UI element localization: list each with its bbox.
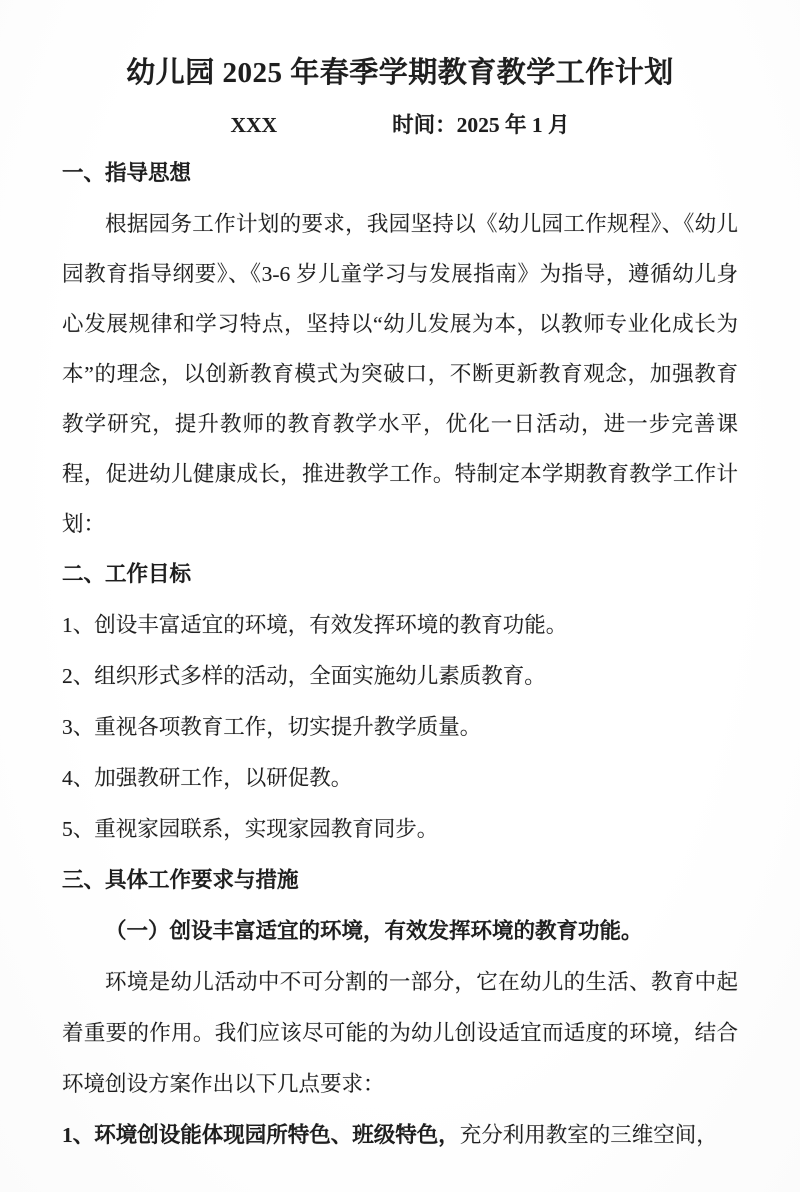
- section-heading-guiding-ideology: 一、指导思想: [62, 161, 192, 185]
- section-heading-requirements-measures: 三、具体工作要求与措施: [62, 868, 299, 892]
- author-placeholder: XXX: [230, 113, 278, 137]
- byline-row: [62, 102, 738, 148]
- document-title: 幼儿园 2025 年春季学期教育教学工作计划: [126, 57, 674, 89]
- goal-item-2: 2、组织形式多样的活动，全面实施幼儿素质教育。: [62, 664, 546, 688]
- section-heading-work-goals: 二、工作目标: [62, 562, 192, 586]
- subsection-heading-environment: （一）创设丰富适宜的环境，有效发挥环境的教育功能。: [105, 919, 643, 943]
- goal-item-3: 3、重视各项教育工作，切实提升教学质量。: [62, 715, 482, 739]
- goal-item-1: 1、创设丰富适宜的环境，有效发挥环境的教育功能。: [62, 613, 568, 637]
- para-guiding-ideology: 根据园务工作计划的要求，我园坚持以《幼儿园工作规程》、《幼儿园教育指导纲要》、《3-6 岁儿童学习与发展指南》为指导，遵循幼儿身心发展规律和学习特点，坚持以“幼儿发展为本，以教师专业化成长为本”的理念，以创新教育模式为突破口，不断更新教育观念，加强教育教学研究，提升教师的教育教学水平，优化一日活动，进一步完善课程，促进幼儿健康成长，推进教学工作。特制定本学期教育教学工作计划：: [62, 212, 738, 536]
- goal-item-4: 4、加强教研工作，以研促教。: [62, 766, 353, 790]
- para-environment: 环境是幼儿活动中不可分割的一部分，它在幼儿的生活、教育中起着重要的作用。我们应该尽可能的为幼儿创设适宜而适度的环境，结合环境创设方案作出以下几点要求：: [62, 970, 738, 1096]
- goal-item-5: 5、重视家园联系，实现家园教育同步。: [62, 817, 439, 841]
- measure-item-1-rest: 充分利用教室的三维空间，: [459, 1123, 718, 1147]
- measure-item-1: [62, 1110, 738, 1161]
- measure-item-1-bold-lead: 1、环境创设能体现园所特色、班级特色，: [62, 1123, 460, 1147]
- document-date: 时间：2025 年 1 月: [392, 113, 570, 137]
